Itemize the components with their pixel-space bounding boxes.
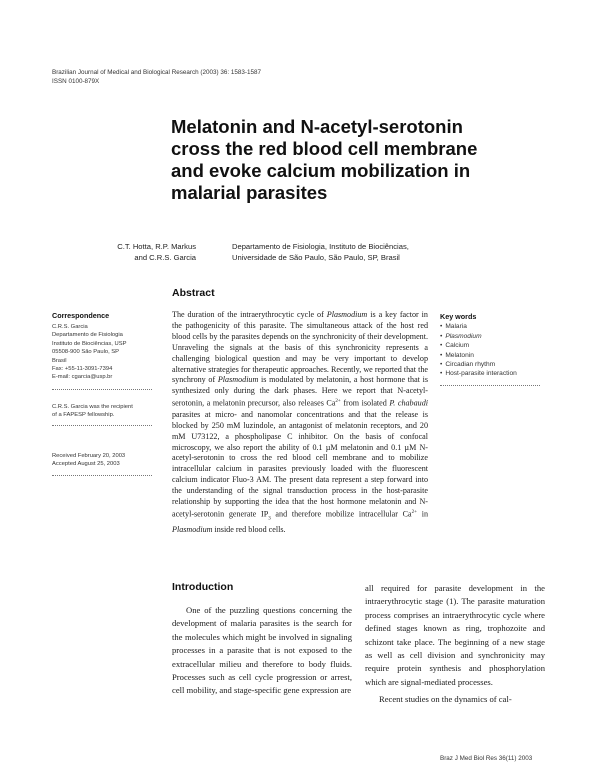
funding-line: of a FAPESP fellowship. (52, 412, 115, 419)
address-line: 05508-900 São Paulo, SP (52, 349, 120, 356)
accepted-date: Accepted August 25, 2003 (52, 461, 120, 468)
address-line: Instituto de Biociências, USP (52, 340, 127, 347)
page-footer-citation: Braz J Med Biol Res 36(11) 2003 (440, 755, 533, 762)
title-line: cross the red blood cell membrane (171, 138, 478, 159)
correspondence-address (52, 323, 160, 382)
issn: ISSN 0100-879X (52, 78, 100, 85)
email-line: E-mail: cgarcia@usp.br (52, 374, 113, 381)
funding-note (52, 403, 160, 420)
title-line: and evoke calcium mobilization in (171, 160, 471, 181)
keyword-item: • Calcium (440, 341, 550, 350)
divider (52, 389, 160, 390)
introduction-heading: Introduction (172, 581, 234, 593)
paragraph: all required for parasite development in the intraerythrocytic stage (1). The parasite maturation process comprises an intraerythrocytic cycle where defined stages known as ring, trophozoite and schizont take place. The beginning of a new stage as well as cell division and synchronicity may require protein synthesis and phosphorylation which are signal-mediated processes. (365, 583, 545, 687)
received-date: Received February 20, 2003 (52, 453, 126, 459)
divider (52, 425, 160, 426)
abstract-body: The duration of the intraerythrocytic cycle of Plasmodium is a key factor in the pathogenicity of this parasite. The simultaneous attack of the host red blood cells by the parasites depends on the synchronicity of their development. Unraveling the signals at the basis of this synchronicity represents a challenging biological question and may be very important to develop alternative strategies for therapeutic approaches. Recently, we reported that the synchrony of Plasmodium is modulated by melatonin, a host hormone that is synthesized only during the dark phases. Here we report that N-acetyl-serotonin, a melatonin precursor, also releases $Ca^{2+}$ from isolated P. chabaudi parasites at micro- and nanomolar concentrations and that the release is blocked by 250 mM luzindole, an antagonist of melatonin receptors, and 20 mM U73122, a phospholipase C inhibitor. On the basis of confocal microscopy, we also report the ability of 0.1 µM melatonin and 0.1 µM N-acetyl-serotonin to cross the red blood cell membrane and to mobilize intracellular calcium in parasites previously loaded with the fluorescent calcium indicator Fluo-3 AM. The present data represent a step forward into the understanding of the signal transduction process in the host-parasite relationship by supporting the idea that the host hormone melatonin and N-acetyl-serotonin generate $IP_3$ and therefore mobilize intracellular $Ca^{2+}$ in Plasmodium inside red blood cells. (172, 310, 428, 535)
journal-citation: Brazilian Journal of Medical and Biological Research (2003) 36: 1583-1587 (52, 69, 261, 76)
author-line: and C.R.S. Garcia (134, 253, 196, 262)
divider (440, 385, 540, 386)
keywords-heading: Key words (440, 312, 477, 321)
keyword-item: • Circadian rhythm (440, 360, 550, 369)
article-title (171, 116, 551, 204)
address-line: Brasil (52, 357, 67, 364)
address-line: Departamento de Fisiologia (52, 332, 123, 339)
divider (52, 475, 160, 476)
affiliation-line: Departamento de Fisiologia, Instituto de Biociências, (232, 242, 409, 251)
paragraph: One of the puzzling questions concerning the development of malaria parasites is the search for the molecules which might be involved in signaling processes in a parasite that is not exposed to the extracellular milieu and therefore to body fluids. Processes such as cell cycle progression or arrest, cell mobility, and stage-specific gene expression are (172, 605, 352, 696)
intro-left-column (172, 604, 352, 698)
funding-line: C.R.S. Garcia was the recipient (52, 404, 133, 410)
author-line: C.T. Hotta, R.P. Markus (117, 242, 196, 251)
keyword-item: • Plasmodium (440, 332, 550, 341)
keywords-box (440, 312, 550, 386)
address-line: C.R.S. Garcia (52, 324, 88, 330)
keyword-item: • Melatonin (440, 351, 550, 360)
keyword-item: • Host-parasite interaction (440, 369, 550, 378)
publication-dates (52, 452, 160, 469)
fax-line: Fax: +55-11-3091-7394 (52, 366, 113, 373)
affiliation-line: Universidade de São Paulo, São Paulo, SP, Brasil (232, 253, 400, 262)
title-line: malarial parasites (171, 182, 328, 203)
intro-right-column (365, 582, 545, 707)
abstract-heading: Abstract (172, 287, 215, 299)
correspondence-heading: Correspondence (52, 311, 110, 320)
paragraph: Recent studies on the dynamics of cal- (379, 694, 512, 705)
journal-header (52, 68, 261, 86)
author-list (88, 241, 196, 263)
title-line: Melatonin and N-acetyl-serotonin (171, 116, 463, 137)
affiliation (232, 241, 532, 263)
keyword-item: • Malaria (440, 322, 550, 331)
